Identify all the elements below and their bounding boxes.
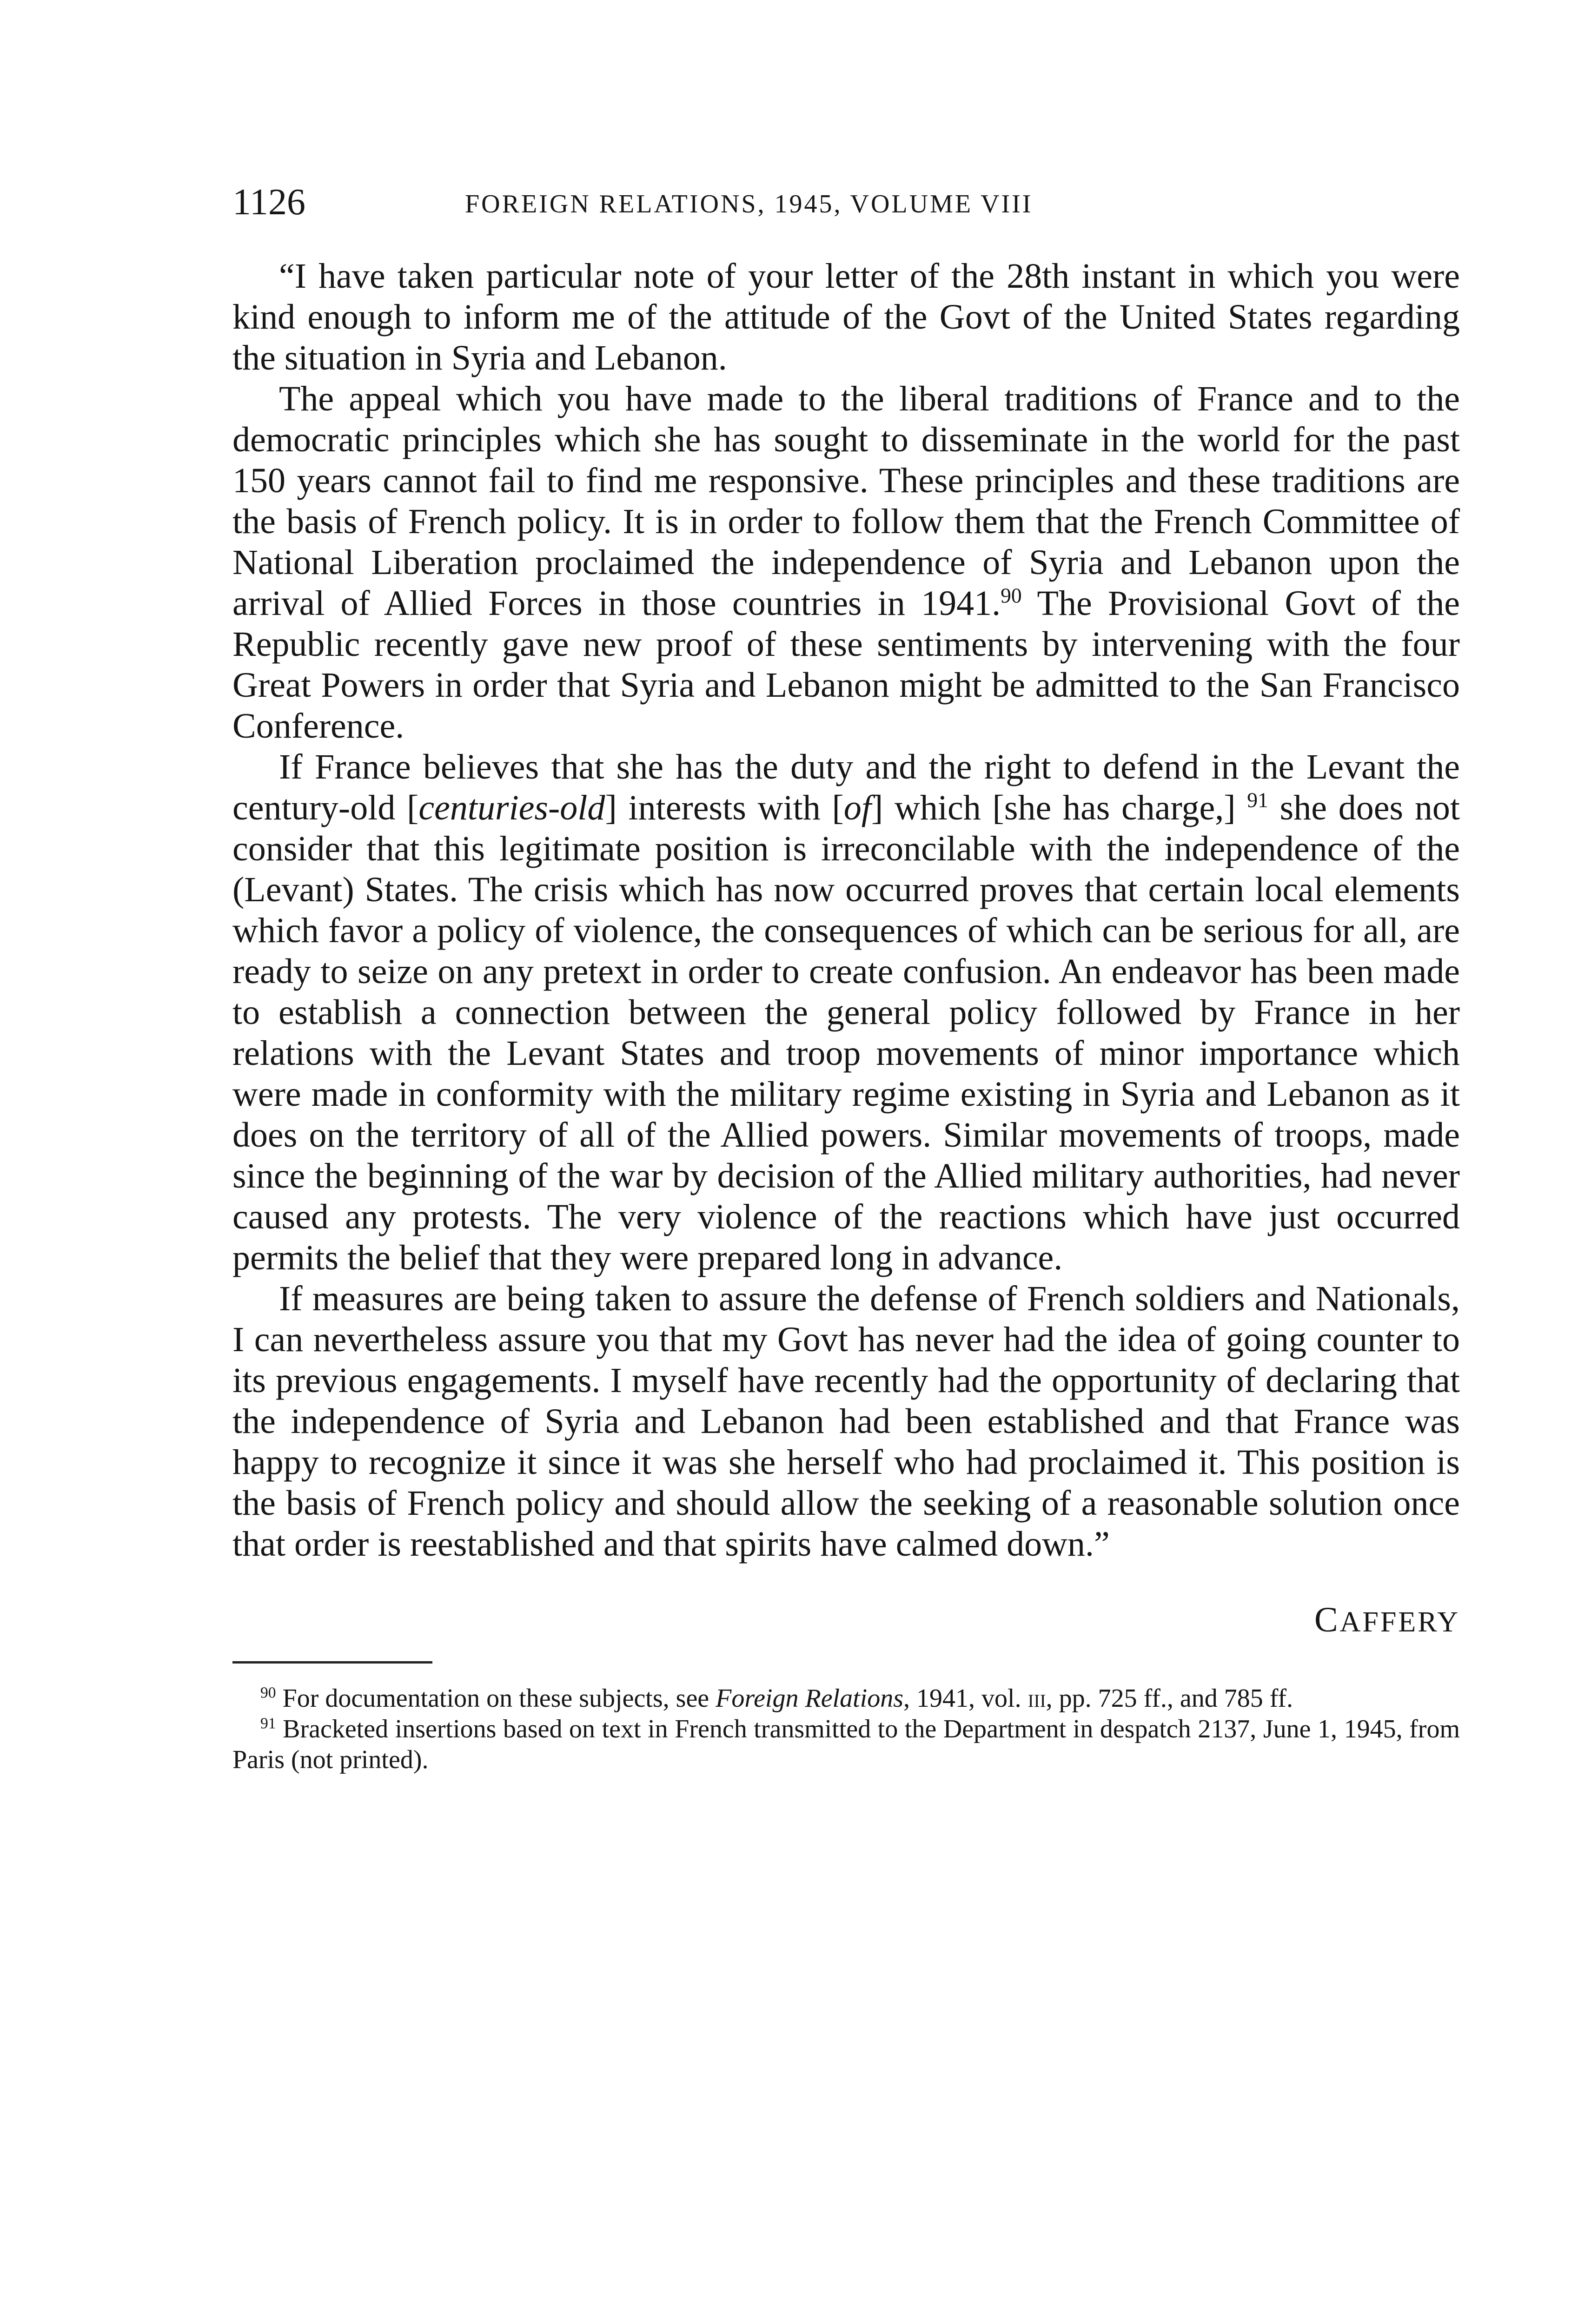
footnote-91 — [232, 1714, 1460, 1775]
bracketed-insertion-1: centuries-old — [418, 788, 605, 827]
footnote-mark-90: 90 — [260, 1684, 276, 1702]
footnote-90-text-c: , pp. 725 ff., and 785 ff. — [1046, 1684, 1293, 1713]
paragraph-2-text-a: The appeal which you have made to the liberal traditions of France and to the democratic principles which she has sought to disseminate in the world for the past 150 years cannot fail to find me responsive. These principles and these traditions are the basis of French policy. It is in order to follow them that the French Committee of National Liberation proclaimed the independence of Syria and Lebanon upon the arrival of Allied Forces in those countries in 1941. — [232, 379, 1460, 623]
footnote-divider — [232, 1661, 432, 1664]
paragraph-3-text-b: ] interests with [ — [605, 788, 844, 827]
paragraph-1: “I have taken particular note of your letter of the 28th instant in which you were kind enough to inform me of the attitude of the Govt of the United States regarding the situation in Syria and Lebanon. — [232, 257, 1460, 377]
paragraph-3-text-c: ] which [she has charge,] — [871, 788, 1247, 827]
footnote-90-volume: iii — [1027, 1684, 1046, 1713]
signature-initial: C — [1314, 1600, 1340, 1639]
footnote-91-text: Bracketed insertions based on text in French transmitted to the Department in despatch 2137, June 1, 1945, from Paris (not printed). — [232, 1715, 1460, 1774]
bracketed-insertion-2: of — [843, 788, 871, 827]
letter-body — [232, 256, 1460, 1565]
running-head: FOREIGN RELATIONS, 1945, VOLUME VIII — [465, 190, 1033, 218]
paragraph-3-text-d: she does not consider that this legitimate position is irreconcilable with the independence of the (Levant) States. The crisis which has now occurred proves that certain local elements which favor a policy of violence, the consequences of which can be serious for all, are ready to seize on any pretext in order to create confusion. An endeavor has been made to establish a connection between the general policy followed by France in her relations with the Levant States and troop movements of minor importance which were made in conformity with the military regime existing in Syria and Lebanon as it does on the territory of all of the Allied powers. Similar movements of troops, made since the beginning of the war by decision of the Allied military authorities, had never caused any protests. The very violence of the reactions which have just occurred permits the belief that they were prepared long in advance. — [232, 788, 1460, 1277]
paragraph-4: If measures are being taken to assure the defense of French soldiers and Nationals, I can nevertheless assure you that my Govt has never had the idea of going counter to its previous engagements. I myself have recently had the opportunity of declaring that the independence of Syria and Lebanon had been established and that France was happy to recognize it since it was she herself who had proclaimed it. This position is the basis of French policy and should allow the seeking of a reasonable solution once that order is reestablished and that spirits have calmed down.” — [232, 1279, 1460, 1564]
footnote-90 — [232, 1683, 1460, 1714]
signature — [232, 1599, 1460, 1643]
footnote-ref-91: 91 — [1247, 788, 1268, 812]
paragraph-3-text-a: If France believes that she has the duty and the right to defend in the Levant the century-old [ — [232, 747, 1460, 827]
signature-rest: AFFERY — [1339, 1606, 1460, 1638]
footnote-mark-91: 91 — [260, 1715, 276, 1732]
footnote-ref-90: 90 — [1001, 583, 1022, 607]
footnote-90-text-a: For documentation on these subjects, see — [276, 1684, 716, 1713]
footnote-90-title: Foreign Relations — [716, 1684, 904, 1713]
paragraph-2 — [232, 378, 1460, 746]
document-page — [232, 177, 1460, 1775]
page-header — [232, 177, 1460, 228]
footnote-90-text-b: , 1941, vol. — [903, 1684, 1028, 1713]
paragraph-2-text-b: The Provisional Govt of the Republic recently gave new proof of these sentiments by intervening with the four Great Powers in order that Syria and Lebanon might be admitted to the San Francisco Conference. — [232, 584, 1460, 746]
paragraph-3 — [232, 746, 1460, 1278]
page-number: 1126 — [232, 182, 306, 223]
